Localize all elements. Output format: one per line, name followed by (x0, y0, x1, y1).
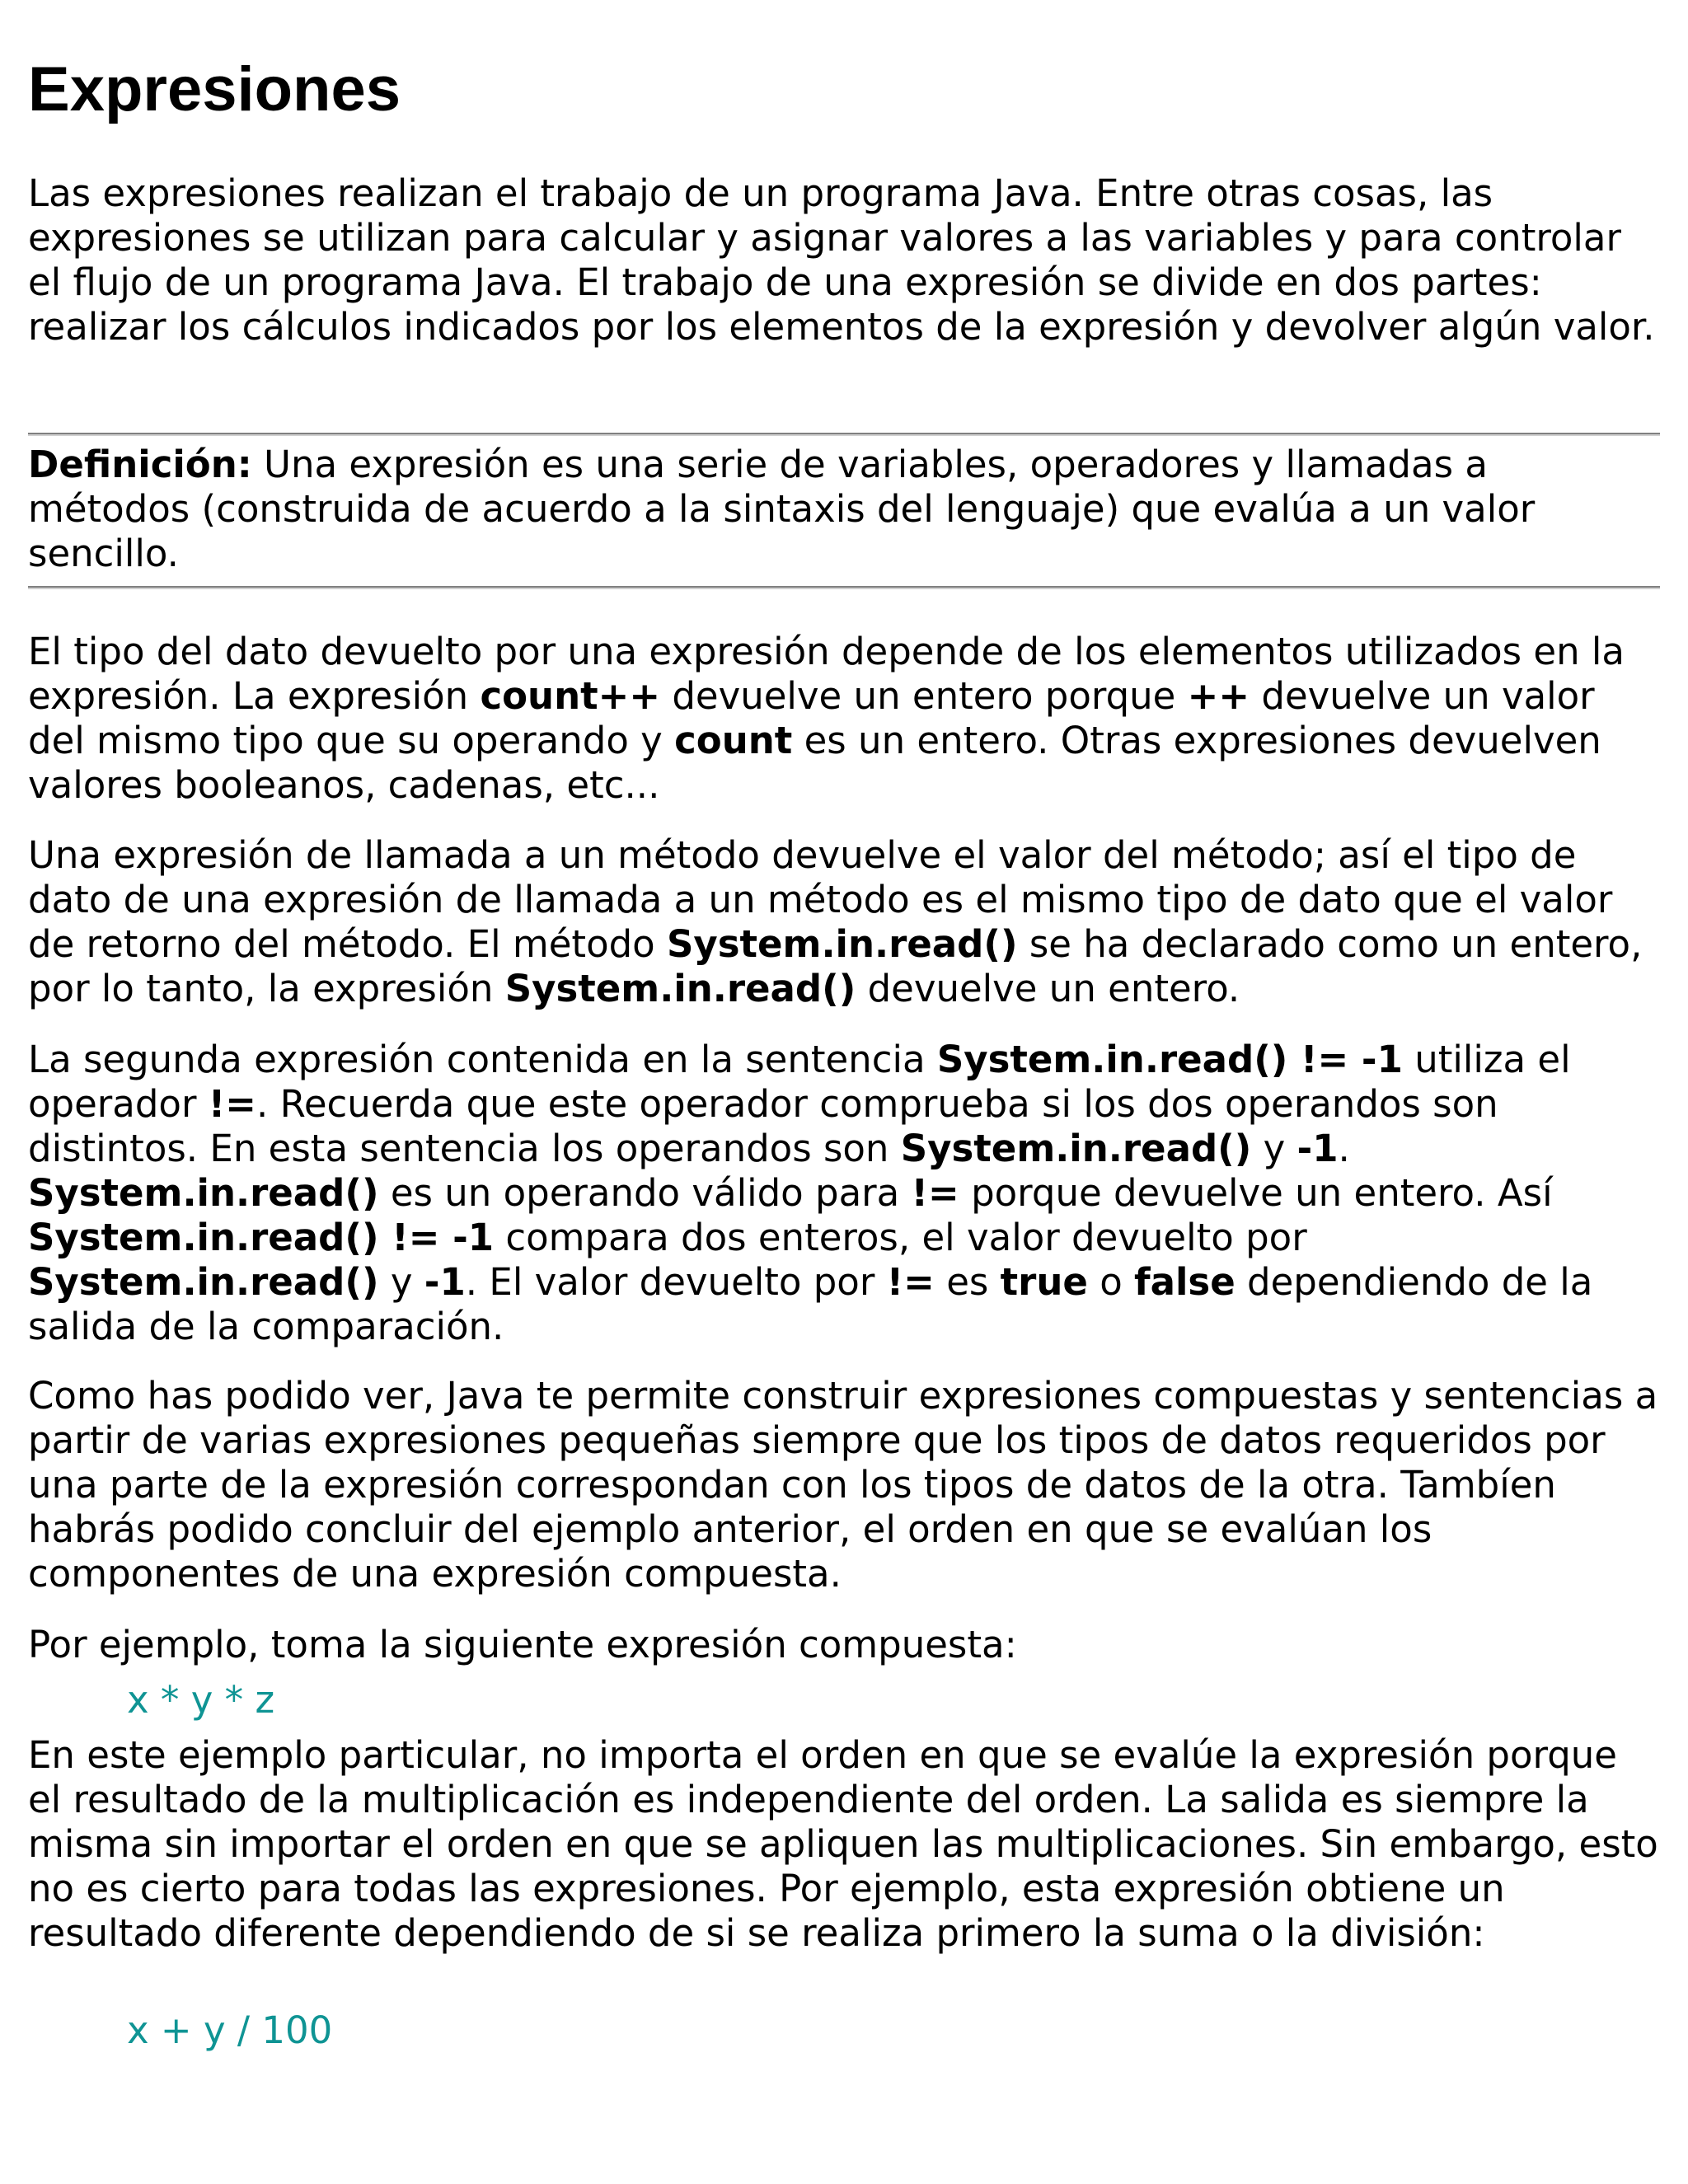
code-term: System.in.read() (28, 1171, 379, 1215)
code-term: System.in.read() (504, 967, 856, 1010)
definition-bottom-rule (28, 586, 1660, 589)
document-page (28, 0, 1660, 2052)
definition-label: Definición: (28, 443, 252, 486)
definition-paragraph (28, 443, 1660, 576)
code-term: -1 (424, 1260, 466, 1304)
code-term: System.in.read() != -1 (936, 1038, 1403, 1081)
text-run: . El valor devuelto por (465, 1260, 887, 1304)
code-term: System.in.read() (900, 1127, 1252, 1170)
text-run: o (1087, 1260, 1135, 1304)
code-term: count (674, 719, 793, 762)
code-term: != (886, 1260, 935, 1304)
code-term: System.in.read() (667, 922, 1018, 966)
type-paragraph (28, 630, 1660, 808)
text-run: . Recuerda que este operador comprueba si los dos operandos son distintos. En esta sentencia los operandos son (28, 1082, 1498, 1170)
second-expression-paragraph (28, 1038, 1660, 1349)
text-run: devuelve un entero porque (660, 674, 1188, 718)
text-run: utiliza el operador (28, 1038, 1571, 1126)
text-run: es un operando válido para (378, 1171, 912, 1215)
text-run: . (1338, 1127, 1350, 1170)
code-example-multiplication: x * y * z (127, 1678, 275, 1722)
code-example-sum-division: x + y / 100 (127, 2008, 333, 2052)
text-run: dependiendo de la salida de la comparación. (28, 1260, 1593, 1348)
code-term: != (208, 1082, 256, 1126)
code-term: != (911, 1171, 959, 1215)
text-run: es un entero. Otras expresiones devuelven valores booleanos, cadenas, etc... (28, 719, 1601, 807)
example-intro-paragraph: Por ejemplo, toma la siguiente expresión compuesta: (28, 1623, 1017, 1666)
code-term: System.in.read() (28, 1260, 379, 1304)
intro-paragraph: Las expresiones realizan el trabajo de un programa Java. Entre otras cosas, las expresiones se utilizan para calcular y asignar valores a las variables y para controlar el flujo de un programa Java. El trabajo de una expresión se divide en dos partes: realizar los cálculos indicados por los elementos de la expresión y devolver algún valor. (28, 171, 1655, 349)
text-run: y (378, 1260, 424, 1304)
text-run: La segunda expresión contenida en la sentencia (28, 1038, 937, 1081)
code-term: false (1134, 1260, 1236, 1304)
text-run: porque devuelve un entero. Así (959, 1171, 1553, 1215)
page-title: Expresiones (28, 54, 401, 124)
definition-top-rule (28, 433, 1660, 436)
text-run: devuelve un entero. (856, 967, 1240, 1010)
text-run: compara dos enteros, el valor devuelto por (494, 1216, 1307, 1259)
code-term: true (1000, 1260, 1088, 1304)
text-run: El tipo del dato devuelto por una expresión depende de los elementos utilizados en la expresión. La expresión (28, 630, 1625, 718)
text-run: devuelve un valor del mismo tipo que su operando y (28, 674, 1595, 762)
code-term: ++ (1187, 674, 1250, 718)
definition-text: Una expresión es una serie de variables, operadores y llamadas a métodos (construida de acuerdo a la sintaxis del lenguaje) que evalúa a un valor sencillo. (28, 443, 1536, 575)
text-run: es (934, 1260, 1001, 1304)
text-run: Una expresión de llamada a un método devuelve el valor del método; así el tipo de dato de una expresión de llamada a un método es el mismo tipo de dato que el valor de retorno del método. El método (28, 833, 1613, 966)
method-paragraph (28, 833, 1660, 1011)
particular-paragraph: En este ejemplo particular, no importa el orden en que se evalúe la expresión porque el resultado de la multiplicación es independiente del orden. La salida es siempre la misma sin importar el orden en que se apliquen las multiplicaciones. Sin embargo, esto no es cierto para todas las expresiones. Por ejemplo, esta expresión obtiene un resultado diferente dependiendo de si se realiza primero la suma o la división: (28, 1733, 1658, 1955)
code-term: -1 (1296, 1127, 1339, 1170)
code-term: System.in.read() != -1 (28, 1216, 495, 1259)
text-run: se ha declarado como un entero, por lo tanto, la expresión (28, 922, 1643, 1010)
code-term: count++ (480, 674, 661, 718)
text-run: y (1251, 1127, 1297, 1170)
compound-paragraph: Como has podido ver, Java te permite construir expresiones compuestas y sentencias a partir de varias expresiones pequeñas siempre que los tipos de datos requeridos por una parte de la expresión correspondan con los tipos de datos de la otra. Tambíen habrás podido concluir del ejemplo anterior, el orden en que se evalúan los componentes de una expresión compuesta. (28, 1374, 1658, 1596)
